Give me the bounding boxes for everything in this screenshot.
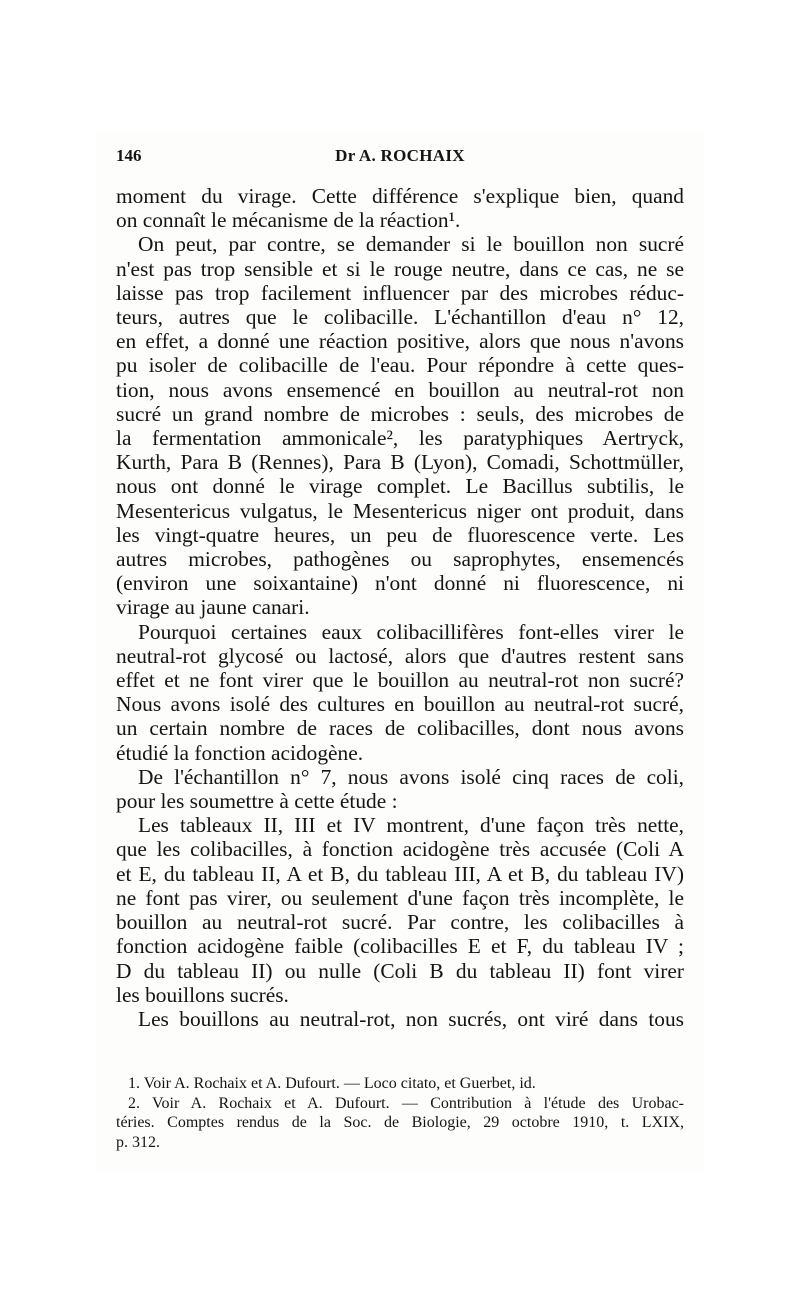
book-page	[96, 132, 704, 1172]
text-line: les vingt-quatre heures, un peu de fluorescence verte. Les	[116, 522, 684, 547]
text-line: n'est pas trop sensible et si le rouge neutre, dans ce cas, ne se	[116, 256, 684, 281]
text-line: (environ une soixantaine) n'ont donné ni fluorescence, ni	[116, 571, 684, 596]
running-head	[116, 144, 684, 170]
text-line: laisse pas trop facilement influencer par des microbes réduc-	[116, 280, 684, 305]
text-line: fonction acidogène faible (colibacilles E et F, du tableau IV ;	[116, 934, 684, 959]
paragraph	[116, 184, 684, 232]
footnote-line: p. 312.	[116, 1133, 160, 1151]
text-line: Les bouillons au neutral-rot, non sucrés, ont viré dans tous	[138, 1006, 684, 1031]
text-line: virage au jaune canari.	[116, 595, 310, 620]
text-line: neutral-rot glycosé ou lactosé, alors que d'autres restent sans	[116, 643, 684, 668]
text-line: sucré un grand nombre de microbes : seuls, des microbes de	[116, 401, 684, 426]
footnote	[116, 1074, 684, 1094]
text-line: effet et ne font virer que le bouillon au neutral-rot non sucré?	[116, 668, 684, 693]
text-line: un certain nombre de races de colibacilles, dont nous avons	[116, 716, 684, 741]
page-content	[116, 144, 684, 1151]
text-line: et E, du tableau II, A et B, du tableau III, A et B, du tableau IV)	[116, 861, 684, 886]
text-line: les bouillons sucrés.	[116, 982, 289, 1007]
text-line: De l'échantillon n° 7, nous avons isolé cinq races de coli,	[138, 764, 684, 789]
text-line: Pourquoi certaines eaux colibacillifères font-elles virer le	[138, 619, 684, 644]
footnote-line: 1. Voir A. Rochaix et A. Dufourt. — Loco citato, et Guerbet, id.	[128, 1075, 536, 1092]
paragraph	[116, 620, 684, 765]
text-line: bouillon au neutral-rot sucré. Par contre, les colibacilles à	[116, 910, 684, 935]
text-line: autres microbes, pathogènes ou saprophytes, ensemencés	[116, 547, 684, 572]
text-line: en effet, a donné une réaction positive, alors que nous n'avons	[116, 329, 684, 354]
running-head-author: Dr A. ROCHAIX	[335, 146, 465, 165]
text-line: pu isoler de colibacille de l'eau. Pour répondre à cette ques-	[116, 353, 684, 378]
body-text	[116, 184, 684, 1031]
paragraph	[116, 813, 684, 1007]
text-line: nous ont donné le virage complet. Le Bacillus subtilis, le	[116, 474, 684, 499]
footnotes	[116, 1074, 684, 1152]
text-line: Les tableaux II, III et IV montrent, d'une façon très nette,	[138, 813, 684, 838]
text-line: Mesentericus vulgatus, le Mesentericus niger ont produit, dans	[116, 498, 684, 523]
footnote-line: téries. Comptes rendus de la Soc. de Biologie, 29 octobre 1910, t. LXIX,	[116, 1114, 684, 1131]
text-line: moment du virage. Cette différence s'explique bien, quand	[116, 184, 684, 208]
text-line: étudié la fonction acidogène.	[116, 740, 364, 765]
text-line: Nous avons isolé des cultures en bouillon au neutral-rot sucré,	[116, 692, 684, 717]
page-number: 146	[116, 146, 142, 165]
footnote	[116, 1094, 684, 1153]
text-line: la fermentation ammonicale², les paratyphiques Aertryck,	[116, 426, 684, 451]
text-line: teurs, autres que le colibacille. L'échantillon d'eau n° 12,	[116, 305, 684, 330]
text-line: Kurth, Para B (Rennes), Para B (Lyon), Comadi, Schottmüller,	[116, 450, 684, 475]
footnote-line: 2. Voir A. Rochaix et A. Dufourt. — Contribution à l'étude des Urobac-	[128, 1094, 684, 1112]
text-line: pour les soumettre à cette étude :	[116, 789, 398, 814]
paragraph	[116, 232, 684, 619]
text-line: que les colibacilles, à fonction acidogène très accusée (Coli A	[116, 837, 684, 862]
paragraph	[116, 765, 684, 813]
text-line: ne font pas virer, ou seulement d'une façon très incomplète, le	[116, 885, 684, 910]
text-line: D du tableau II) ou nulle (Coli B du tableau II) font virer	[116, 958, 684, 983]
paragraph	[116, 1007, 684, 1031]
text-line: On peut, par contre, se demander si le bouillon non sucré	[138, 232, 684, 257]
text-line: tion, nous avons ensemencé en bouillon au neutral-rot non	[116, 377, 684, 402]
text-line: on connaît le mécanisme de la réaction¹.	[116, 208, 461, 233]
